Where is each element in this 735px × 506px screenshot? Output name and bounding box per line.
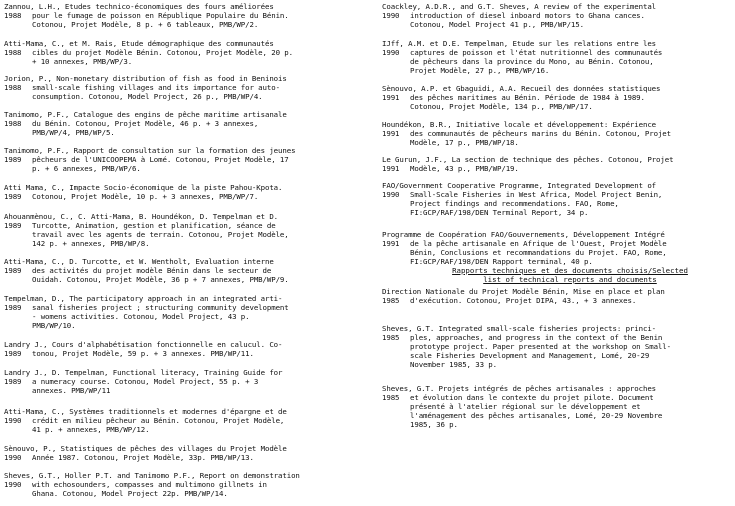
bibliography-entry: [382, 2, 732, 29]
entry-year: 1985: [382, 296, 400, 305]
entry-details: et évolution dans le contexte du projet pilote. Document présenté à l'atelier régional sur le développement et l'aménagement des pêches artisanales, Lomé, 20-29 Novembre 1985, 36 p.: [410, 393, 663, 429]
entry-author-title: Ahouanmènou, C., C. Atti-Mama, B. Houndékon, D. Tempelman et D.: [4, 212, 279, 221]
entry-details-row: [4, 155, 372, 173]
entry-details: pêcheurs de l'UNICOOPEMA à Lomé. Cotonou, Projet Modèle, 17 p. + 6 annexes, PMB/WP/6.: [32, 155, 289, 173]
entry-author-title: Sheves, G.T., Holler P.T. and Tanimomo P.F., Report on demonstration: [4, 471, 300, 480]
entry-year: 1991: [382, 129, 400, 138]
entry-details-row: [4, 119, 372, 137]
entry-details-row: [4, 453, 372, 462]
entry-author-title: Sènouvo, A.P. et Gbaguidi, A.A. Recueil des données statistiques: [382, 84, 661, 93]
entry-details-row: [4, 11, 372, 29]
entry-year: 1985: [382, 333, 400, 342]
entry-details: small-scale fishing villages and its importance for auto- consumption. Cotonou, Model Project, 26 p., PMB/WP/4.: [32, 83, 280, 101]
entry-year: 1990: [4, 416, 22, 425]
entry-details: a numeracy course. Cotonou, Model Project, 55 p. + 3 annexes. PMB/WP/11: [32, 377, 259, 395]
entry-year: 1989: [4, 377, 22, 386]
entry-year: 1988: [4, 48, 22, 57]
entry-details-row: [4, 266, 372, 284]
entry-author-title: Atti Mama, C., Impacte Socio-économique de la piste Pahou-Kpota.: [4, 183, 283, 192]
entry-author-title: Direction Nationale du Projet Modèle Bénin, Mise en place et plan: [382, 287, 665, 296]
entry-author-title: Sènouvo, P., Statistiques de pêches des villages du Projet Modèle: [4, 444, 287, 453]
entry-author-title: Landry J., D. Tempelman, Functional literacy, Training Guide for: [4, 368, 283, 377]
entry-year: 1988: [4, 83, 22, 92]
entry-author-title: Tanimomo, P.F., Catalogue des engins de pêche maritime artisanale: [4, 110, 287, 119]
section-heading-line1: Rapports techniques et des documents choisis/Selected: [452, 266, 688, 275]
entry-year: 1989: [4, 221, 22, 230]
entry-author-title: Atti-Mama, C., D. Turcotte, et W. Wentholt, Evaluation interne: [4, 257, 274, 266]
entry-details: du Bénin. Cotonou, Projet Modèle, 46 p. + 3 annexes, PMB/WP/4, PMB/WP/5.: [32, 119, 259, 137]
entry-author-title: Atti-Mama, C., Systèmes traditionnels et modernes d'épargne et de: [4, 407, 287, 416]
entry-author-title: Jorion, P., Non-monetary distribution of fish as food in Beninois: [4, 74, 287, 83]
entry-year: 1985: [382, 393, 400, 402]
bibliography-entry: [382, 324, 732, 369]
entry-details: tonou, Projet Modèle, 59 p. + 3 annexes. PMB/WP/11.: [32, 349, 254, 358]
entry-year: 1990: [4, 453, 22, 462]
entry-details-row: [4, 221, 372, 248]
entry-details: Turcotte, Animation, gestion et planification, séance de travail avec les agents de terrain. Cotonou, Projet Modèle, 142 p. + annexes, PMB/WP/8.: [32, 221, 289, 248]
entry-details-row: [4, 349, 372, 358]
entry-details-row: [4, 303, 372, 330]
entry-details: sanal fisheries project ; structuring community development - womens activities. Cotonou, Model Project, 43 p. PMB/WP/10.: [32, 303, 289, 330]
entry-year: 1988: [4, 11, 22, 20]
entry-author-title: Zannou, L.H., Etudes technico-économiques des fours améliorées: [4, 2, 274, 11]
entry-details-row: [4, 416, 372, 434]
bibliography-entry: [4, 471, 372, 498]
entry-year: 1991: [382, 239, 400, 248]
bibliography-entry: [382, 120, 732, 147]
entry-details-row: [4, 192, 372, 201]
bibliography-entry: [382, 287, 732, 305]
entry-author-title: Programme de Coopération FAO/Gouvernements, Développement Intégré: [382, 230, 665, 239]
entry-year: 1991: [382, 164, 400, 173]
entry-details-row: [382, 393, 732, 429]
entry-author-title: Houndékon, B.R., Initiative locale et développement: Expérience: [382, 120, 657, 129]
entry-details: des activités du projet modèle Bénin dans le secteur de Ouidah. Cotonou, Projet Modèle, 36 p + 7 annexes, PMB/WP/9.: [32, 266, 289, 284]
entry-year: 1989: [4, 192, 22, 201]
section-heading-line2: list of technical reports and documents: [483, 275, 657, 284]
bibliography-entry: [382, 84, 732, 111]
entry-author-title: Sheves, G.T. Projets intégrés de pêches artisanales : approches: [382, 384, 657, 393]
entry-author-title: FAO/Government Cooperative Programme, Integrated Development of: [382, 181, 657, 190]
entry-details-row: [382, 333, 732, 369]
entry-details-row: [4, 480, 372, 498]
bibliography-entry: [382, 230, 732, 266]
entry-author-title: IJff, A.M. et D.E. Tempelman, Etude sur les relations entre les: [382, 39, 657, 48]
entry-author-title: Atti-Mama, C., et M. Rais, Etude démographique des communautés: [4, 39, 274, 48]
entry-details-row: [4, 48, 372, 66]
entry-details-row: [382, 239, 732, 266]
bibliography-entry: [4, 2, 372, 29]
entry-author-title: Le Gurun, J.F., La section de technique des pêches. Cotonou, Projet: [382, 155, 674, 164]
entry-details: crédit en milieu pêcheur au Bénin. Cotonou, Projet Modèle, 41 p. + annexes, PMB/WP/12.: [32, 416, 285, 434]
entry-details: introduction of diesel inboard motors to Ghana cances. Cotonou, Model Project 41 p., PMB/WP/15.: [410, 11, 645, 29]
entry-details: de la pêche artisanale en Afrique de l'Ouest, Projet Modèle Bénin, Conclusions et recommandations du Projet. FAO, Rome, FI:GCP/RAF/198/DEN Rapport terminal, 40 p.: [410, 239, 667, 266]
entry-details: captures de poisson et l'état nutritionnel des communautés de pêcheurs dans la province du Mono, au Bénin. Cotonou, Projet Modèle, 27 p., PMB/WP/16.: [410, 48, 663, 75]
bibliography-entry: [4, 340, 372, 358]
entry-details: d'exécution. Cotonou, Projet DIPA, 43., + 3 annexes.: [410, 296, 637, 305]
entry-author-title: Tanimomo, P.F., Rapport de consultation sur la formation des jeunes: [4, 146, 296, 155]
entry-author-title: Sheves, G.T. Integrated small-scale fisheries projects: princi-: [382, 324, 657, 333]
bibliography-entry: [4, 146, 372, 173]
entry-details-row: [382, 296, 732, 305]
entry-details: Année 1987. Cotonou, Projet Modèle, 33p. PMB/WP/13.: [32, 453, 254, 462]
entry-details: des communautés de pêcheurs marins du Bénin. Cotonou, Projet Modèle, 17 p., PMB/WP/18.: [410, 129, 671, 147]
bibliography-entry: [4, 294, 372, 330]
bibliography-entry: [4, 110, 372, 137]
bibliography-entry: [382, 39, 732, 75]
entry-details-row: [382, 129, 732, 147]
entry-year: 1989: [4, 266, 22, 275]
bibliography-entry: [4, 74, 372, 101]
entry-details: Cotonou, Projet Modèle, 10 p. + 3 annexes, PMB/WP/7.: [32, 192, 259, 201]
entry-year: 1989: [4, 155, 22, 164]
entry-details-row: [382, 11, 732, 29]
entry-details-row: [382, 164, 732, 173]
section-heading: [420, 266, 720, 284]
entry-details-row: [382, 190, 732, 217]
entry-year: 1990: [382, 190, 400, 199]
entry-year: 1990: [382, 48, 400, 57]
entry-details: pour le fumage de poisson en République Populaire du Bénin. Cotonou, Projet Modèle, 8 p. + 6 tableaux, PMB/WP/2.: [32, 11, 289, 29]
entry-author-title: Tempelman, D., The participatory approach in an integrated arti-: [4, 294, 283, 303]
entry-author-title: Landry J., Cours d'alphabétisation fonctionnelle en calucul. Co-: [4, 340, 283, 349]
entry-details: ples, approaches, and progress in the context of the Benin prototype project. Paper presented at the workshop on Small- scale Fisheries Development and Management, Lomé, 20-29 November 1985, 33 p.: [410, 333, 671, 369]
entry-year: 1990: [382, 11, 400, 20]
bibliography-entry: [382, 181, 732, 217]
entry-year: 1991: [382, 93, 400, 102]
entry-details-row: [382, 48, 732, 75]
entry-details: cibles du projet Modèle Bénin. Cotonou, Projet Modèle, 20 p. + 10 annexes, PMB/WP/3.: [32, 48, 293, 66]
bibliography-entry: [4, 368, 372, 395]
bibliography-entry: [4, 39, 372, 66]
entry-details-row: [4, 377, 372, 395]
bibliography-entry: [4, 444, 372, 462]
entry-year: 1988: [4, 119, 22, 128]
entry-details: des pêches maritimes au Bénin. Période de 1984 à 1989. Cotonou, Projet Modèle, 134 p., PMB/WP/17.: [410, 93, 645, 111]
entry-details: Modèle, 43 p., PMB/WP/19.: [410, 164, 519, 173]
entry-details-row: [382, 93, 732, 111]
entry-details: with echosounders, compasses and multimono gillnets in Ghana. Cotonou, Model Project 22p. PMB/WP/14.: [32, 480, 267, 498]
bibliography-entry: [4, 407, 372, 434]
bibliography-entry: [4, 212, 372, 248]
entry-year: 1989: [4, 349, 22, 358]
bibliography-entry: [4, 257, 372, 284]
entry-details: Small-Scale Fisheries in West Africa, Model Project Benin, Project findings and recommendations. FAO, Rome, FI:GCP/RAF/198/DEN Terminal Report, 34 p.: [410, 190, 663, 217]
entry-year: 1990: [4, 480, 22, 489]
entry-details-row: [4, 83, 372, 101]
bibliography-entry: [4, 183, 372, 201]
bibliography-entry: [382, 155, 732, 173]
bibliography-entry: [382, 384, 732, 429]
entry-author-title: Coackley, A.D.R., and G.T. Sheves, A review of the experimental: [382, 2, 657, 11]
entry-year: 1989: [4, 303, 22, 312]
